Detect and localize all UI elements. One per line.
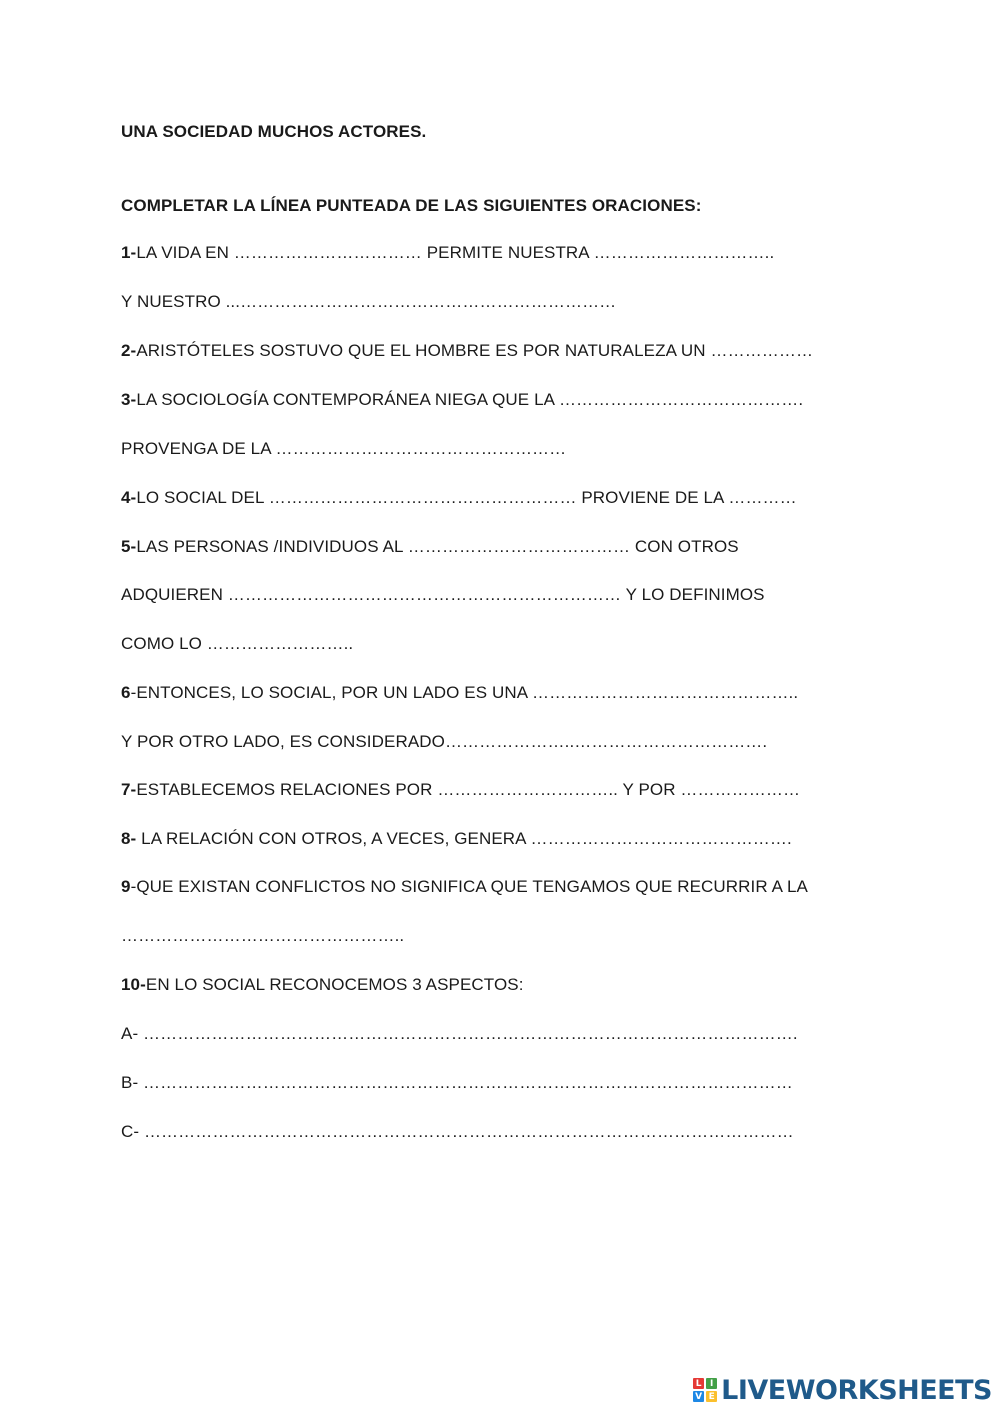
instruction-text: COMPLETAR LA LÍNEA PUNTEADA DE LAS SIGUIENTES ORACIONES: — [121, 196, 702, 215]
question-text: LO SOCIAL DEL ……………………………………………… PROVIENE DE LA ………… — [136, 488, 797, 507]
question-number: 9 — [121, 877, 131, 896]
question-line — [121, 1073, 793, 1093]
question-line — [121, 341, 813, 361]
question-text: ARISTÓTELES SOSTUVO QUE EL HOMBRE ES POR NATURALEZA UN ……………… — [136, 341, 814, 360]
question-line — [121, 439, 566, 459]
logo-blocks-icon — [693, 1378, 717, 1402]
brand-name: LIVEWORKSHEETS — [721, 1374, 992, 1406]
question-number: 1- — [121, 243, 137, 262]
question-line — [121, 829, 792, 849]
liveworksheets-logo — [693, 1375, 992, 1405]
logo-block: V — [693, 1391, 704, 1402]
question-text: LA RELACIÓN CON OTROS, A VECES, GENERA ………………………………………. — [136, 829, 792, 848]
worksheet-title: UNA SOCIEDAD MUCHOS ACTORES. — [121, 122, 427, 141]
question-text: PROVENGA DE LA …………………………………………… — [121, 439, 567, 458]
question-number: 5- — [121, 537, 137, 556]
question-text: LAS PERSONAS /INDIVIDUOS AL ………………………………… CON OTROS — [136, 537, 739, 556]
question-number: 2- — [121, 341, 137, 360]
question-number: 8- — [121, 829, 137, 848]
question-line — [121, 683, 798, 703]
question-line — [121, 243, 774, 263]
question-text: -QUE EXISTAN CONFLICTOS NO SIGNIFICA QUE TENGAMOS QUE RECURRIR A LA — [130, 877, 808, 896]
question-number: 4- — [121, 488, 137, 507]
question-line — [121, 585, 765, 605]
question-text: -ENTONCES, LO SOCIAL, POR UN LADO ES UNA ……………………………………….. — [130, 683, 799, 702]
question-line — [121, 488, 797, 508]
question-line — [121, 1024, 798, 1044]
question-line — [121, 926, 404, 946]
question-text: COMO LO …………………….. — [121, 634, 354, 653]
question-line — [121, 975, 524, 995]
question-line — [121, 732, 767, 752]
question-text: LA SOCIOLOGÍA CONTEMPORÁNEA NIEGA QUE LA ……………………………………. — [136, 390, 804, 409]
question-text: ………………………………………….. — [121, 926, 405, 945]
logo-block: E — [706, 1391, 717, 1402]
question-text: LA VIDA EN …………………………… PERMITE NUESTRA ………………………….. — [136, 243, 775, 262]
question-number: 7- — [121, 780, 137, 799]
question-number: 10- — [121, 975, 146, 994]
question-line — [121, 1122, 794, 1142]
question-text: ADQUIEREN …………………………………………………………… Y LO DEFINIMOS — [121, 585, 765, 604]
question-line — [121, 292, 616, 312]
question-text: B- …………………………………………………………………………………………………… — [121, 1073, 793, 1092]
question-line — [121, 537, 739, 557]
question-text: A- ……………………………………………………………………………………………………. — [121, 1024, 798, 1043]
question-line — [121, 634, 353, 654]
question-line — [121, 780, 800, 800]
question-text: Y NUESTRO ...………………………………………………………… — [121, 292, 617, 311]
question-text: C- …………………………………………………………………………………………………… — [121, 1122, 794, 1141]
question-number: 6 — [121, 683, 131, 702]
question-text: ESTABLECEMOS RELACIONES POR ………………………….. Y POR ………………… — [136, 780, 801, 799]
logo-block: I — [706, 1378, 717, 1389]
question-text: EN LO SOCIAL RECONOCEMOS 3 ASPECTOS: — [145, 975, 524, 994]
logo-block: L — [693, 1378, 704, 1389]
question-text: Y POR OTRO LADO, ES CONSIDERADO…………………..……………………………. — [121, 732, 768, 751]
question-line — [121, 390, 803, 410]
question-line — [121, 877, 808, 897]
question-number: 3- — [121, 390, 137, 409]
